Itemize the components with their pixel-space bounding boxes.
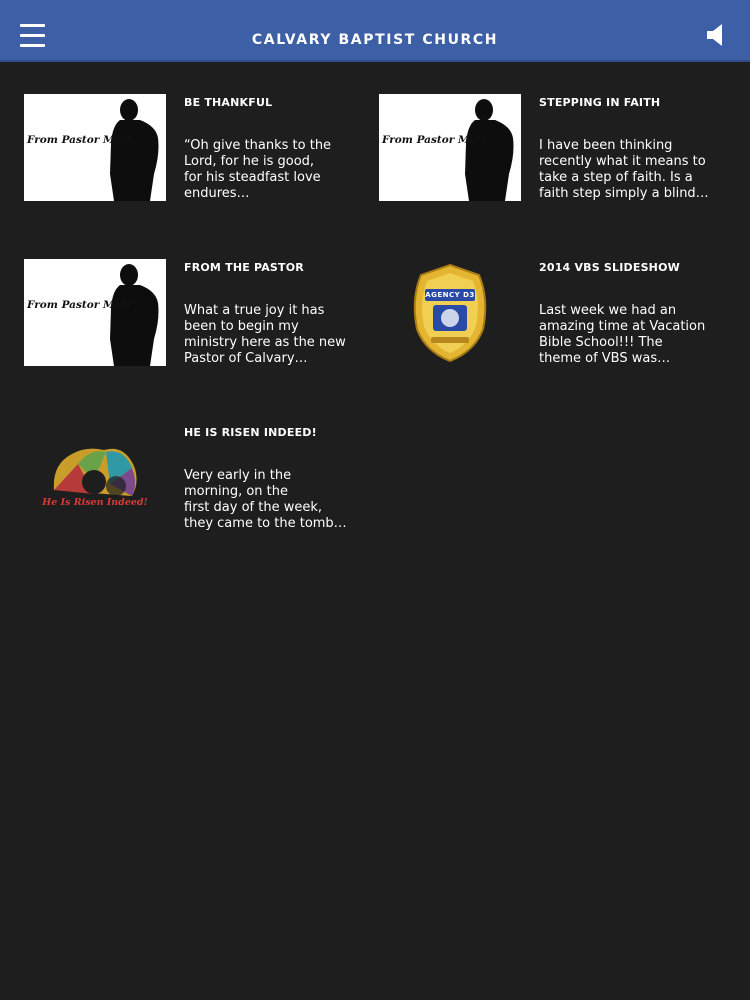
page-title: CALVARY BAPTIST CHURCH (251, 32, 499, 48)
thumbnail-caption: From Pastor Matt (27, 299, 132, 311)
post-excerpt: I have been thinking recently what it means to take a step of faith. Is a faith step simply a blind… (539, 138, 709, 201)
app-header (0, 0, 750, 62)
post-title[interactable]: HE IS RISEN INDEED! (184, 426, 317, 439)
thumbnail-caption: From Pastor Matt (382, 134, 487, 146)
post-card-he-is-risen-indeed[interactable] (24, 424, 354, 534)
post-excerpt: Last week we had an amazing time at Vacation Bible School!!! The theme of VBS was… (539, 303, 706, 366)
post-title[interactable]: BE THANKFUL (184, 96, 273, 109)
post-thumbnail (24, 424, 166, 531)
he-is-risen-logo-icon (24, 424, 166, 531)
post-thumbnail (24, 259, 166, 366)
post-card-2014-vbs-slideshow[interactable] (379, 259, 709, 369)
speaker-icon[interactable] (706, 23, 728, 47)
post-title[interactable]: FROM THE PASTOR (184, 261, 304, 274)
thumbnail-caption: From Pastor Matt (27, 134, 132, 146)
thumbnail-caption: AGENCY D3 (425, 291, 475, 299)
post-card-from-the-pastor[interactable] (24, 259, 354, 369)
thumbnail-caption: He Is Risen Indeed! (42, 497, 148, 508)
post-title[interactable]: STEPPING IN FAITH (539, 96, 661, 109)
post-excerpt: What a true joy it has been to begin my ministry here as the new Pastor of Calvary… (184, 303, 346, 366)
pastor-silhouette-icon (24, 259, 166, 366)
post-thumbnail (379, 94, 521, 201)
pastor-silhouette-icon (379, 94, 521, 201)
pastor-silhouette-icon (24, 94, 166, 201)
post-title[interactable]: 2014 VBS SLIDESHOW (539, 261, 680, 274)
post-thumbnail (379, 259, 521, 366)
post-thumbnail (24, 94, 166, 201)
agency-d3-badge-icon (379, 259, 521, 366)
post-card-be-thankful[interactable] (24, 94, 354, 204)
post-card-stepping-in-faith[interactable] (379, 94, 709, 204)
post-excerpt: Very early in the morning, on the first day of the week, they came to the tomb… (184, 468, 347, 531)
post-excerpt: “Oh give thanks to the Lord, for he is good, for his steadfast love endures… (184, 138, 332, 201)
